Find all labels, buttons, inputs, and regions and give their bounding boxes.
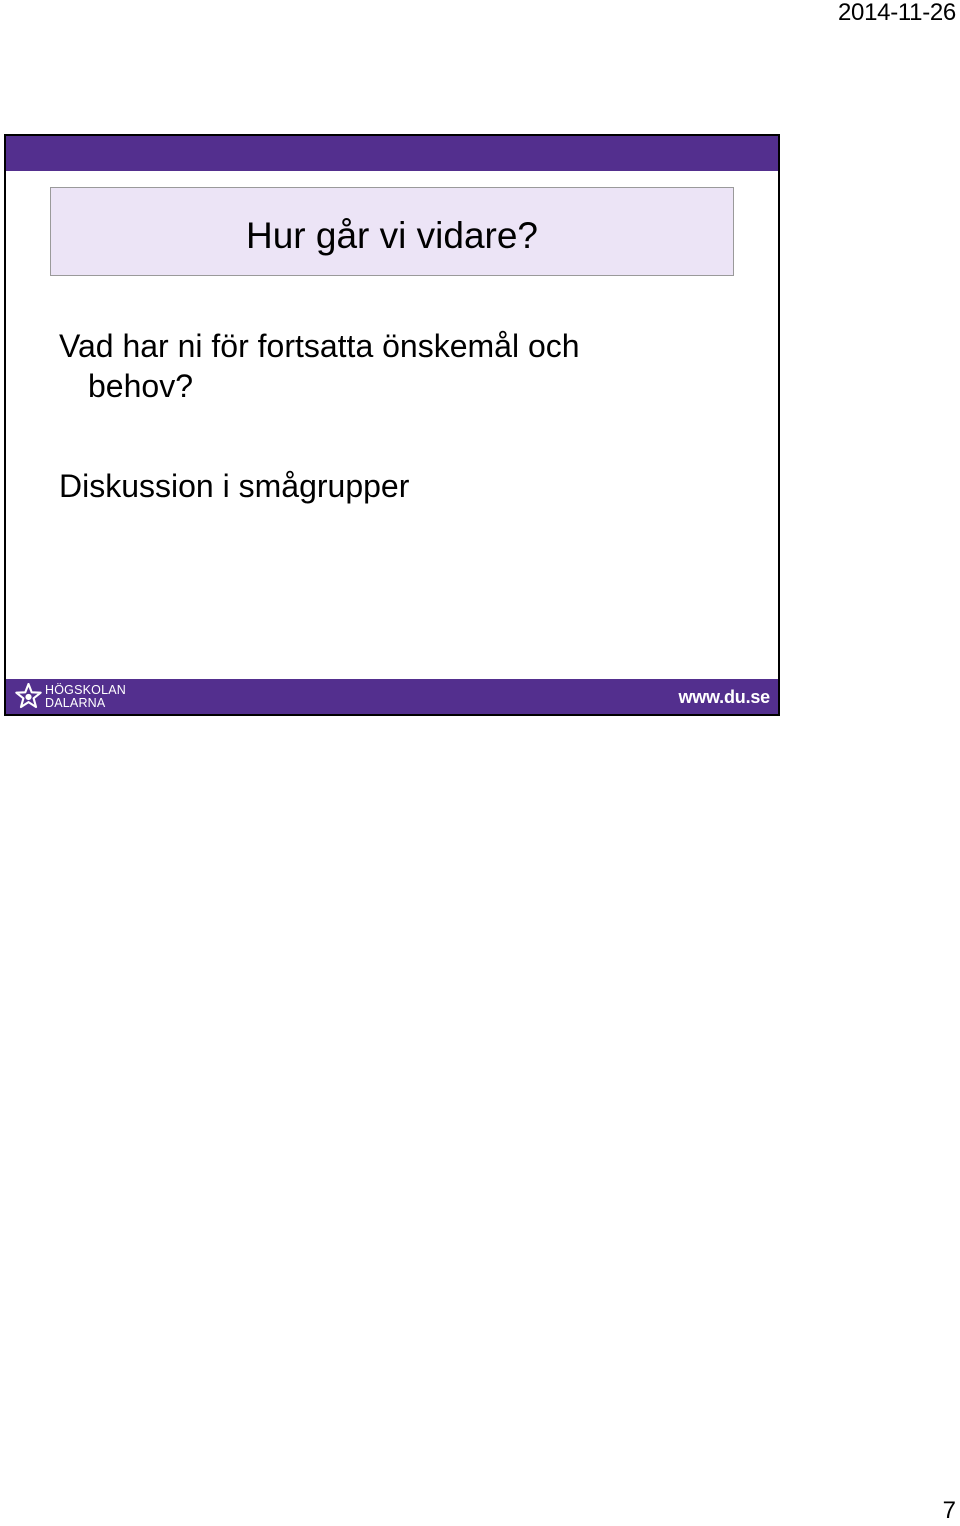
university-logo	[15, 683, 126, 710]
slide-footer	[6, 679, 778, 714]
bullet-text-line: behov?	[88, 368, 193, 404]
bullet-item	[59, 466, 409, 506]
bullet-item	[59, 326, 679, 406]
slide-title-box	[50, 187, 734, 276]
bullet-text-line: Diskussion i smågrupper	[59, 468, 410, 504]
slide	[4, 134, 780, 716]
page-date: 2014-11-26	[838, 0, 956, 26]
logo-text-line: HÖGSKOLAN	[45, 683, 126, 697]
footer-url: www.du.se	[678, 687, 770, 707]
logo-text-line: DALARNA	[45, 695, 106, 710]
star-logo-icon	[15, 683, 42, 710]
logo-text	[45, 684, 126, 709]
slide-top-bar	[6, 136, 778, 171]
bullet-text-line: Vad har ni för fortsatta önskemål och	[59, 328, 580, 364]
page-number: 7	[942, 1497, 956, 1524]
slide-title: Hur går vi vidare?	[245, 214, 538, 256]
